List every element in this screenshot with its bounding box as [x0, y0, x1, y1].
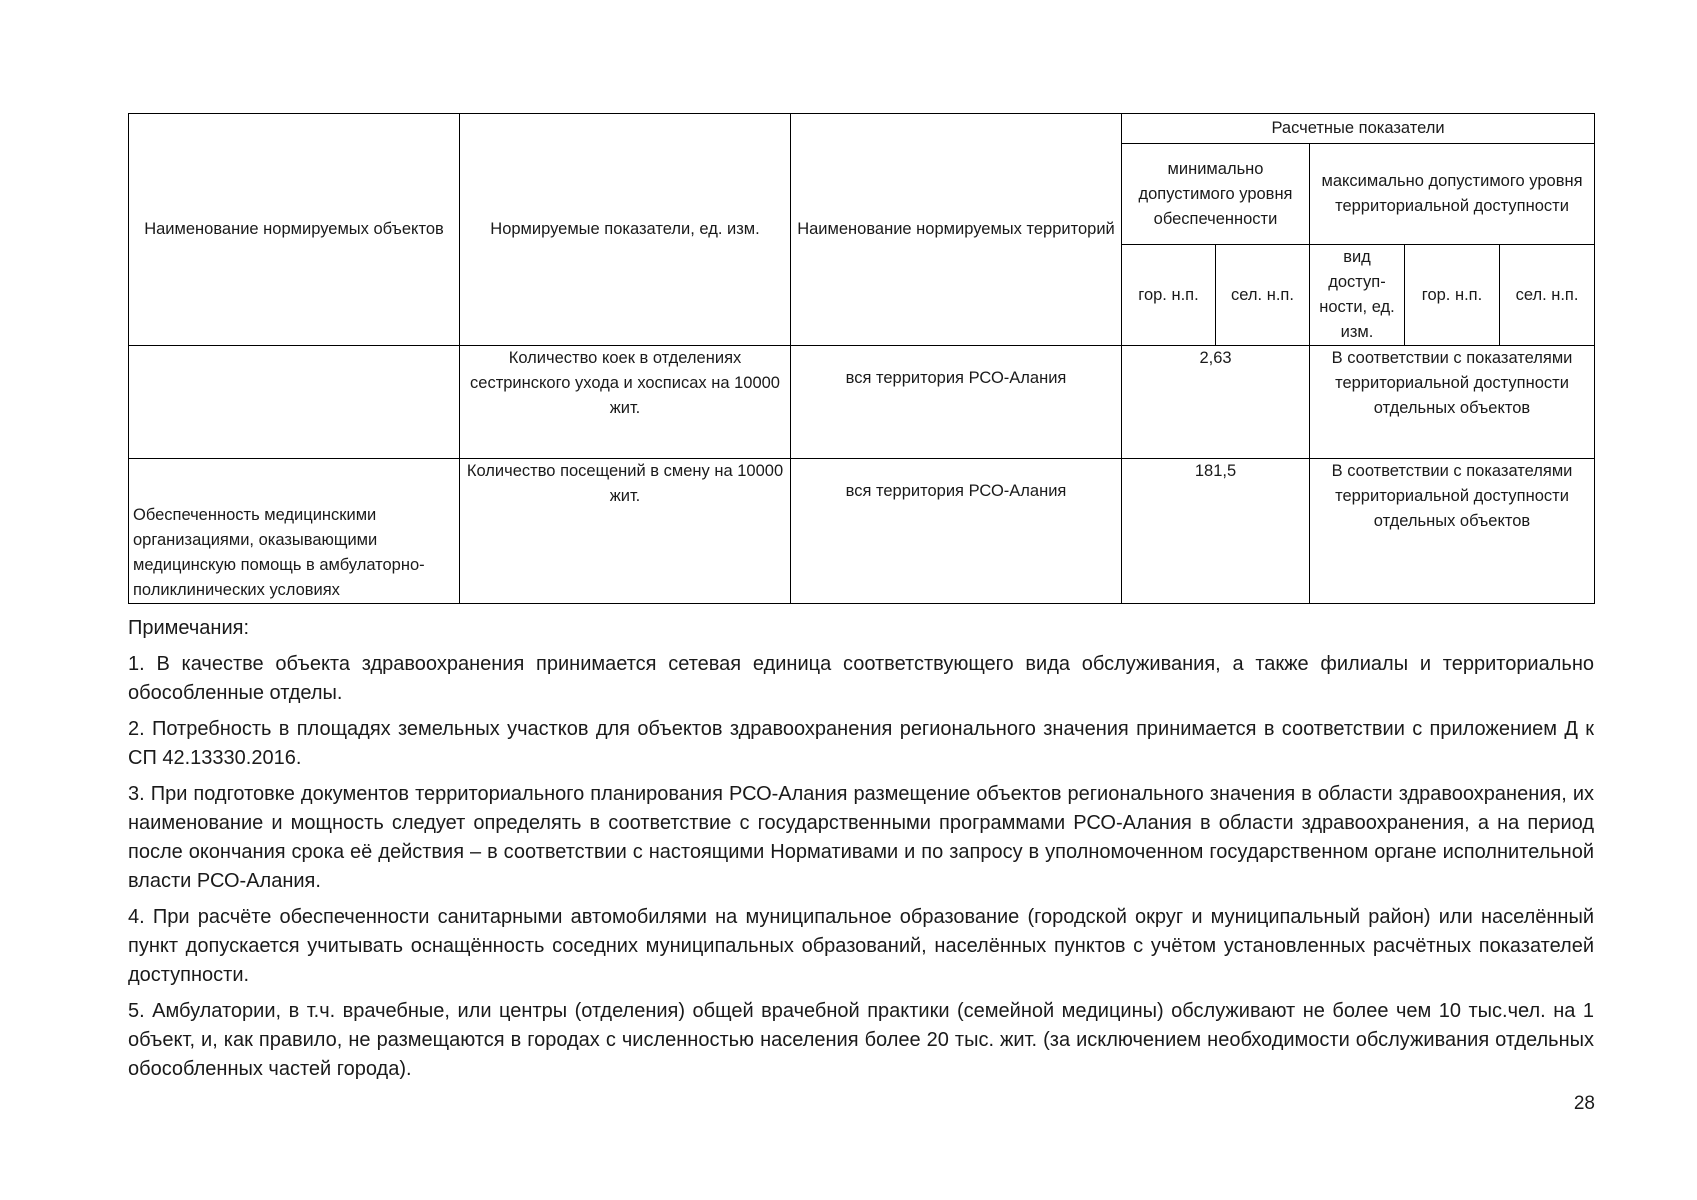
header-access-type: вид доступ-ности, ед. изм.	[1310, 245, 1405, 346]
row-max-value: В соответствии с показателями территориальной доступности отдельных объектов	[1310, 346, 1595, 459]
document-page	[128, 113, 1594, 1091]
note-item: 1. В качестве объекта здравоохранения принимается сетевая единица соответствующего вида обслуживания, а также филиалы и территориально обособленные отделы.	[128, 653, 1594, 704]
header-sel: сел. н.п.	[1216, 245, 1310, 346]
row-indicator: Количество посещений в смену на 10000 жит.	[460, 459, 791, 604]
note-item: 2. Потребность в площадях земельных участков для объектов здравоохранения регионального значения принимается в соответствии с приложением Д к СП 42.13330.2016.	[128, 718, 1594, 769]
header-min-level: минимально допустимого уровня обеспеченности	[1122, 144, 1310, 245]
row-max-value: В соответствии с показателями территориальной доступности отдельных объектов	[1310, 459, 1595, 604]
row-min-value: 181,5	[1122, 459, 1310, 604]
table-row	[129, 346, 1595, 459]
header-gor: гор. н.п.	[1122, 245, 1216, 346]
notes-title: Примечания:	[128, 617, 250, 639]
note-item: 4. При расчёте обеспеченности санитарными автомобилями на муниципальное образование (городской округ и муниципальный район) или населённый пункт допускается учитывать оснащённость соседних муниципальных образований, населённых пунктов с учётом установленных расчётных показателей доступности.	[128, 906, 1594, 986]
header-territories: Наименование нормируемых территорий	[791, 114, 1122, 346]
row-territory: вся территория РСО-Алания	[791, 346, 1122, 459]
table-row	[129, 459, 1595, 604]
notes-section	[128, 614, 1594, 1084]
row-min-value: 2,63	[1122, 346, 1310, 459]
header-sel-2: сел. н.п.	[1500, 245, 1595, 346]
header-calc: Расчетные показатели	[1122, 114, 1595, 144]
note-item: 3. При подготовке документов территориального планирования РСО-Алания размещение объектов регионального значения в области здравоохранения, их наименование и мощность следует определять в соответствие с государственными программами РСО-Алания в области здравоохранения, а на период после окончания срока её действия – в соответствии с настоящими Нормативами и по запросу в уполномоченном государственном органе исполнительной власти РСО-Алания.	[128, 783, 1594, 892]
row-object: Обеспеченность медицинскими организациями, оказывающими медицинскую помощь в амбулаторно-поликлинических условиях	[129, 459, 460, 604]
row-indicator: Количество коек в отделениях сестринского ухода и хосписах на 10000 жит.	[460, 346, 791, 459]
header-objects: Наименование нормируемых объектов	[129, 114, 460, 346]
norms-table	[128, 113, 1595, 604]
header-gor-2: гор. н.п.	[1405, 245, 1500, 346]
note-item: 5. Амбулатории, в т.ч. врачебные, или центры (отделения) общей врачебной практики (семейной медицины) обслуживают не более чем 10 тыс.чел. на 1 объект, и, как правило, не размещаются в городах с численностью населения более 20 тыс. жит. (за исключением необходимости обслуживания отдельных обособленных частей города).	[128, 1000, 1594, 1080]
page-number: 28	[1573, 1093, 1595, 1114]
header-max-level: максимально допустимого уровня территориальной доступности	[1310, 144, 1595, 245]
row-territory: вся территория РСО-Алания	[791, 459, 1122, 604]
header-indicators: Нормируемые показатели, ед. изм.	[460, 114, 791, 346]
row-object	[129, 346, 460, 459]
